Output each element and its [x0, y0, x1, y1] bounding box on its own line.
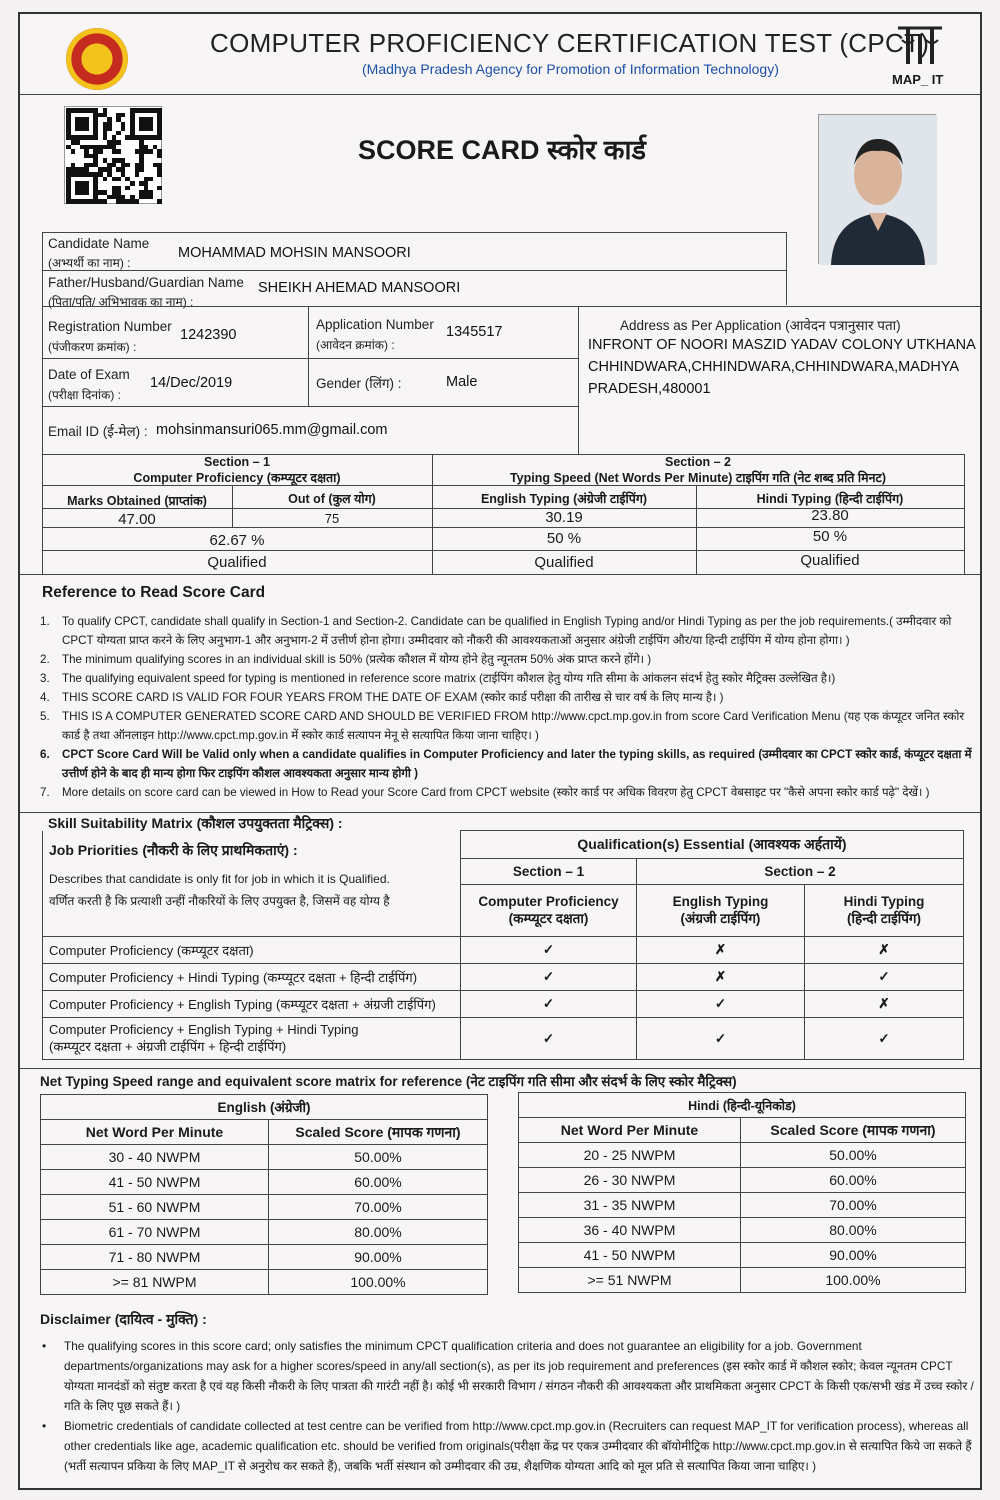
qr-module — [157, 154, 162, 159]
application-label-hi: (आवेदन क्रमांक) : — [316, 338, 395, 352]
check-icon: ✓ — [461, 937, 637, 964]
qr-module — [125, 163, 130, 168]
guardian-label: Father/Husband/Guardian Name — [48, 275, 244, 290]
candidate-name: MOHAMMAD MOHSIN MANSOORI — [178, 245, 411, 261]
col-scaled-score: Scaled Score (मापक गणना) — [741, 1118, 966, 1143]
qr-module — [148, 149, 153, 154]
qr-module — [103, 177, 108, 182]
check-icon: ✓ — [637, 1018, 805, 1060]
page-subtitle: (Madhya Pradesh Agency for Promotion of Information Technology) — [362, 61, 779, 77]
check-icon: ✓ — [637, 991, 805, 1018]
qr-module — [121, 113, 126, 118]
disclaimer-list — [40, 1336, 980, 1476]
qr-module — [135, 199, 140, 204]
qr-module — [135, 172, 140, 177]
email-value: mohsinmansuri065.mm@gmail.com — [156, 422, 388, 438]
table-row — [43, 964, 964, 991]
exam-date-label-hi: (परीक्षा दिनांक) : — [48, 388, 122, 402]
section1-title: Section – 1 — [204, 455, 270, 469]
section2-subtitle: Typing Speed (Net Words Per Minute) टाइपिंग गति (नेट शब्द प्रति मिनट) — [509, 471, 887, 485]
row-label: Computer Proficiency + English Typing + Hindi Typing (कम्प्यूटर दक्षता + अंग्रजी टाईपिंग + हिन्दी टाईपिंग) — [43, 1018, 461, 1060]
table-row: >= 51 NWPM 100.00% — [519, 1268, 966, 1293]
job-desc-en: Describes that candidate is only fit for job in which it is Qualified. — [49, 871, 390, 886]
row-label: Computer Proficiency + English Typing (कम्प्यूटर दक्षता + अंग्रजी टाईपिंग) — [43, 991, 461, 1018]
exam-date: 14/Dec/2019 — [150, 375, 233, 391]
list-item: • The qualifying scores in this score card; only satisfies the minimum CPCT qualification criteria and does not guarantee an eligibility for a job. Government departments/organizations may ask for a higher scores/speed in any/all section(s), as per its job requirement and preferences (इस स्कोर कार्ड में कौशल स्कोर; केवल न्यूनतम CPCT योग्यता मानदंडों को संतुष्ट करता है एवं यह किसी नौकरी के लिए पात्रता की गारंटी नहीं है। कोई भी सरकारी विभाग / संगठन नौकरी की आवश्यकता और प्राथमिकता अनुसार CPCT के किसी एक/सभी खंड में उच्च स्कोर / गति के लिए पूछ सकते हैं। ) — [42, 1339, 974, 1413]
score-card-title: SCORE CARD स्कोर कार्ड — [358, 135, 646, 165]
hindi-matrix-title: Hindi (हिन्दी-यूनिकोड) — [519, 1093, 966, 1118]
col-computer-proficiency: Computer Proficiency (कम्प्यूटर दक्षता) — [461, 885, 637, 937]
job-desc-hi: वर्णित करती है कि प्रत्याशी उन्हीं नौकरियों के लिए उपयुक्त है, जिसमें वह योग्य है — [49, 893, 390, 908]
email-label: Email ID (ई-मेल) : — [48, 424, 148, 439]
hindi-percentage: 50 % — [812, 528, 848, 545]
table-row: 61 - 70 NWPM 80.00% — [41, 1220, 488, 1245]
english-percentage: 50 % — [546, 530, 582, 547]
table-row: 31 - 35 NWPM 70.00% — [519, 1193, 966, 1218]
application-label: Application Number — [316, 317, 434, 332]
section1-percentage: 62.67 % — [209, 532, 265, 549]
disclaimer-title: Disclaimer (दायित्व - मुक्ति) : — [40, 1311, 207, 1327]
list-item: 7. More details on score card can be viewed in How to Read your Score Card from CPCT website (स्कोर कार्ड पर अधिक विवरण हेतु CPCT वेबसाइट पर "कैसे अपना स्कोर कार्ड पढ़े" देखें। ) — [40, 786, 930, 799]
score-card-page — [18, 12, 982, 1490]
registration-label: Registration Number — [48, 319, 172, 334]
table-row: 41 - 50 NWPM 60.00% — [41, 1170, 488, 1195]
cross-icon: ✗ — [805, 991, 964, 1018]
gender-label: Gender (लिंग) : — [316, 376, 402, 391]
qr-module — [84, 190, 89, 195]
english-status: Qualified — [534, 554, 594, 571]
candidate-name-label: Candidate Name — [48, 236, 150, 251]
qr-module — [107, 126, 112, 131]
qr-module — [157, 135, 162, 140]
cross-icon: ✗ — [637, 937, 805, 964]
row-label: Computer Proficiency (कम्प्यूटर दक्षता) — [43, 937, 461, 964]
check-icon: ✓ — [805, 1018, 964, 1060]
col-nwpm: Net Word Per Minute — [519, 1118, 741, 1143]
cross-icon: ✗ — [637, 964, 805, 991]
cross-icon: ✗ — [805, 937, 964, 964]
col-nwpm: Net Word Per Minute — [41, 1120, 269, 1145]
english-typing-speed: 30.19 — [545, 509, 583, 526]
hindi-typing-speed: 23.80 — [811, 507, 849, 524]
qr-module — [125, 186, 130, 191]
application-number: 1345517 — [446, 324, 503, 340]
candidate-photo — [818, 114, 936, 264]
address-label: Address as Per Application (आवेदन पत्रानुसार पता) — [620, 318, 901, 333]
gender-value: Male — [446, 374, 478, 390]
qr-module — [148, 126, 153, 131]
qr-module — [148, 195, 153, 200]
table-row: 20 - 25 NWPM 50.00% — [519, 1143, 966, 1168]
section1-subtitle: Computer Proficiency (कम्प्यूटर दक्षता) — [133, 471, 341, 485]
job-priorities-label: Job Priorities (नौकरी के लिए प्राथमिकताएं) : — [49, 841, 298, 858]
table-row: 36 - 40 NWPM 80.00% — [519, 1218, 966, 1243]
guardian-label-hi: (पिता/पति/ अभिभावक का नाम) : — [48, 295, 194, 309]
english-matrix-title: English (अंग्रेजी) — [41, 1095, 488, 1120]
qr-module — [116, 149, 121, 154]
skill-section1: Section – 1 — [461, 859, 637, 885]
table-row: 41 - 50 NWPM 90.00% — [519, 1243, 966, 1268]
english-typing-label: English Typing (अंग्रेजी टाईपिंग) — [480, 492, 648, 506]
table-row: 26 - 30 NWPM 60.00% — [519, 1168, 966, 1193]
list-item: 1. To qualify CPCT, candidate shall qualify in Section-1 and Section-2. Candidate can be qualified in English Typing and/or Hindi Typing as per the job requirements.( उम्मीदवार को CPCT योग्यता प्राप्त करने के लिए अनुभाग-1 और अनुभाग-2 में उत्तीर्ण होना होगा। उम्मीदवार को नौकरी की आवश्यकताओं अनुसार अंग्रेजी टाईपिंग और/या हिन्दी टाईपिंग में योग्य होना होगा। ) — [40, 615, 952, 647]
qr-module — [121, 126, 126, 131]
qr-module — [103, 199, 108, 204]
candidate-name-label-hi: (अभ्यर्थी का नाम) : — [48, 256, 131, 270]
list-item: 5. THIS IS A COMPUTER GENERATED SCORE CARD AND SHOULD BE VERIFIED FROM http://www.cpct.mp.gov.in from score Card Verification Menu (यह एक कंप्यूटर जनित स्कोर कार्ड है तथा ऑनलाइन http://www.cpct.mp.gov.in में स्कोर कार्ड सत्यापन मेनू से सत्यापित किया जाना चाहिए। ) — [40, 710, 965, 742]
registration-number: 1242390 — [180, 327, 237, 343]
col-scaled-score: Scaled Score (मापक गणना) — [269, 1120, 488, 1145]
table-row: 71 - 80 NWPM 90.00% — [41, 1245, 488, 1270]
typing-matrix-title: Net Typing Speed range and equivalent score matrix for reference (नेट टाइपिंग गति सीमा और संदर्भ के लिए स्कोर मैट्रिक्स) — [40, 1074, 737, 1089]
qr-module — [116, 177, 121, 182]
section2-title: Section – 2 — [665, 455, 731, 469]
skill-section2: Section – 2 — [637, 859, 964, 885]
mp-emblem-logo — [66, 28, 128, 90]
qr-module — [130, 181, 135, 186]
guardian-name: SHEIKH AHEMAD MANSOORI — [258, 280, 461, 296]
map-it-logo-text: MAP_ IT — [892, 72, 944, 87]
qr-module — [116, 131, 121, 136]
exam-date-label: Date of Exam — [48, 367, 130, 382]
check-icon: ✓ — [461, 964, 637, 991]
qr-module — [139, 167, 144, 172]
skill-matrix-title: Skill Suitability Matrix (कौशल उपयुक्तता मैट्रिक्स) : — [48, 815, 343, 831]
list-item: 6. CPCT Score Card Will be Valid only when a candidate qualifies in Computer Proficiency and later the typing skills, as required (उम्मीदवार का CPCT स्कोर कार्ड, कंप्यूटर दक्षता में उत्तीर्ण होने के बाद ही मान्य होगा फिर टाइपिंग कौशल आवश्यकता अनुसार मान्य होगी ) — [40, 748, 972, 780]
qr-module — [157, 199, 162, 204]
row-label: Computer Proficiency + Hindi Typing (कम्प्यूटर दक्षता + हिन्दी टाईपिंग) — [43, 964, 461, 991]
qr-module — [157, 186, 162, 191]
hindi-typing-label: Hindi Typing (हिन्दी टाईपिंग) — [756, 492, 904, 506]
col-english-typing: English Typing (अंग्रजी टाईपिंग) — [637, 885, 805, 937]
reference-list — [40, 612, 980, 802]
hindi-matrix-table — [518, 1092, 966, 1293]
qualification-header: Qualification(s) Essential (आवश्यक अर्हतायें) — [461, 831, 964, 859]
qr-module — [148, 177, 153, 182]
qr-module — [116, 140, 121, 145]
list-item: 2. The minimum qualifying scores in an individual skill is 50% (प्रत्येक कौशल में योग्य होने हेतु न्यूनतम 50% अंक प्राप्त करने होंगे। ) — [40, 653, 652, 666]
check-icon: ✓ — [461, 1018, 637, 1060]
table-row — [43, 1018, 964, 1060]
registration-label-hi: (पंजीकरण क्रमांक) : — [48, 340, 137, 354]
reference-title: Reference to Read Score Card — [42, 584, 266, 601]
address-value: INFRONT OF NOORI MASZID YADAV COLONY UTKHANA CHHINDWARA,CHHINDWARA,CHHINDWARA,MADHYA PRADESH,480001 — [588, 337, 975, 397]
qr-module — [157, 172, 162, 177]
list-item: 4. THIS SCORE CARD IS VALID FOR FOUR YEARS FROM THE DATE OF EXAM (स्कोर कार्ड परीक्षा की तारीख से चार वर्ष के लिए मान्य है। ) — [40, 691, 724, 704]
out-of-label: Out of (कुल योग) — [288, 492, 376, 506]
qr-module — [98, 149, 103, 154]
check-icon: ✓ — [805, 964, 964, 991]
section1-status: Qualified — [207, 554, 267, 571]
list-item: • Biometric credentials of candidate collected at test centre can be verified from http://www.cpct.mp.gov.in (Recruiters can request MAP_IT for verification process), whereas all other credentials like age, academic qualification etc. should be verified from originals(परीक्षा केंद्र पर एकत्र उम्मीदवार की बॉयोमीट्रिक http://www.cpct.mp.gov.in से सत्यापित किये जा सकते हैं (भर्ती सत्यापन प्रकिया के लिए MAP_IT से अनुरोध कर सकते हैं), जबकि भर्ती संस्थान को उम्मीदवार की उम्र, शैक्षणिक योग्यता आदि को मूल प्रति से सत्यापित किया जाना चाहिए। ) — [42, 1419, 972, 1473]
qr-module — [93, 135, 98, 140]
table-row — [43, 991, 964, 1018]
table-row: 30 - 40 NWPM 50.00% — [41, 1145, 488, 1170]
qr-module — [84, 126, 89, 131]
page-title: COMPUTER PROFICIENCY CERTIFICATION TEST (CPCT) — [210, 28, 930, 58]
marks-obtained: 47.00 — [118, 511, 156, 528]
list-item: 3. The qualifying equivalent speed for typing is mentioned in reference score matrix (टाईपिंग कौशल हेतु योग्य गति सीमा के आंकलन संदर्भ हेतु स्कोर मैट्रिक्स उल्लेखित है।) — [40, 672, 836, 685]
qr-module — [71, 149, 76, 154]
col-hindi-typing: Hindi Typing (हिन्दी टाईपिंग) — [805, 885, 964, 937]
out-of-value: 75 — [324, 511, 340, 526]
qr-code — [64, 106, 162, 204]
table-row: >= 81 NWPM 100.00% — [41, 1270, 488, 1295]
english-matrix-table — [40, 1094, 488, 1295]
hindi-status: Qualified — [800, 552, 860, 569]
table-row — [43, 937, 964, 964]
check-icon: ✓ — [461, 991, 637, 1018]
marks-obtained-label: Marks Obtained (प्राप्तांक) — [67, 494, 207, 508]
table-row: 51 - 60 NWPM 70.00% — [41, 1195, 488, 1220]
skill-matrix-table — [42, 830, 964, 1060]
